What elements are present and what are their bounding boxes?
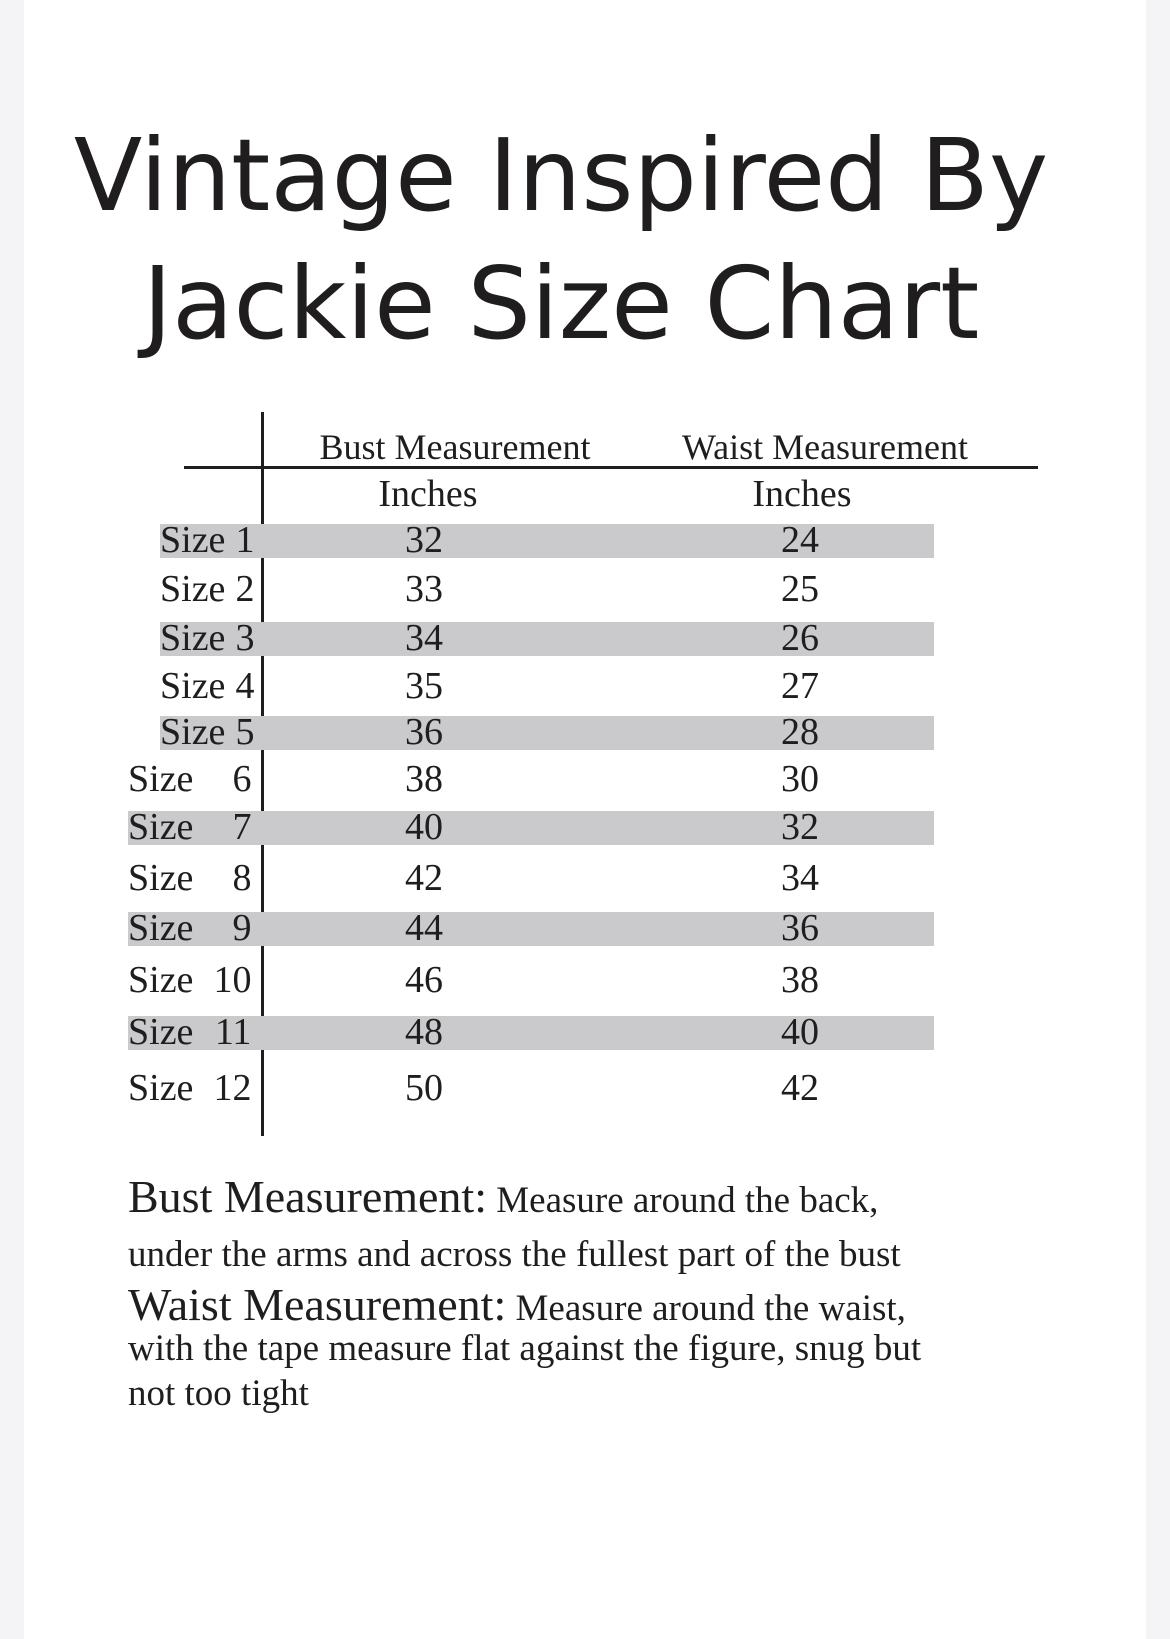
size-label-word: Size	[160, 617, 226, 659]
size-label-number: 2	[235, 568, 255, 610]
size-label-number: 11	[214, 1011, 252, 1053]
measurement-notes	[128, 1170, 1028, 1415]
waist-column-header: Waist Measurement	[681, 427, 969, 467]
size-label	[128, 759, 251, 799]
size-label-word: Size	[128, 907, 194, 949]
bust-value: 33	[405, 568, 443, 610]
waist-value: 42	[781, 1067, 819, 1109]
waist-value: 25	[781, 568, 819, 610]
waist-value: 24	[781, 519, 819, 561]
size-label	[160, 520, 254, 560]
waist-value: 38	[781, 959, 819, 1001]
bust-note-term: Bust Measurement:	[128, 1171, 487, 1222]
waist-note-line-2: with the tape measure flat against the figure, snug but	[128, 1328, 922, 1369]
bust-value: 32	[405, 519, 443, 561]
waist-value: 28	[781, 711, 819, 753]
waist-unit-label: Inches	[752, 473, 852, 515]
size-label-number: 6	[232, 758, 252, 800]
bust-column-header: Bust Measurement	[319, 427, 591, 467]
size-label-number: 1	[235, 519, 255, 561]
waist-value: 40	[781, 1011, 819, 1053]
bust-value: 35	[405, 665, 443, 707]
size-label-number: 8	[232, 857, 252, 899]
waist-value: 32	[781, 806, 819, 848]
size-label	[128, 858, 251, 898]
size-label-word: Size	[128, 1011, 194, 1053]
waist-note-term: Waist Measurement:	[128, 1279, 507, 1330]
page-title	[0, 112, 1146, 368]
waist-note-text-1: Measure around the waist,	[515, 1288, 906, 1329]
bust-value: 46	[405, 959, 443, 1001]
title-line-1: Vintage Inspired By	[73, 117, 1049, 234]
size-label	[128, 1068, 251, 1108]
size-label	[160, 618, 254, 658]
bust-value: 48	[405, 1011, 443, 1053]
bust-note-text-1: Measure around the back,	[496, 1180, 879, 1221]
bust-note-line-1	[128, 1170, 1028, 1223]
size-label-number: 5	[235, 711, 255, 753]
size-label	[160, 666, 254, 706]
title-line-2: Jackie Size Chart	[142, 245, 980, 362]
waist-value: 34	[781, 857, 819, 899]
bust-unit-label: Inches	[378, 473, 478, 515]
waist-value: 26	[781, 617, 819, 659]
size-label	[128, 908, 251, 948]
size-label-word: Size	[128, 1067, 194, 1109]
bust-value: 36	[405, 711, 443, 753]
size-label-number: 4	[235, 665, 255, 707]
size-label-number: 7	[232, 806, 252, 848]
size-label-number: 10	[213, 959, 252, 1001]
size-label	[128, 1012, 251, 1052]
bust-value: 40	[405, 806, 443, 848]
waist-value: 27	[781, 665, 819, 707]
bust-value: 42	[405, 857, 443, 899]
size-label-number: 12	[213, 1067, 252, 1109]
size-label	[160, 569, 254, 609]
size-label-word: Size	[160, 665, 226, 707]
bust-value: 50	[405, 1067, 443, 1109]
size-label	[128, 960, 251, 1000]
size-label-word: Size	[160, 568, 226, 610]
size-label-number: 9	[232, 907, 252, 949]
waist-value: 30	[781, 758, 819, 800]
bust-value: 44	[405, 907, 443, 949]
waist-note-line-3: not too tight	[128, 1373, 309, 1414]
size-label-word: Size	[128, 806, 194, 848]
size-label-word: Size	[160, 711, 226, 753]
size-label-word: Size	[128, 959, 194, 1001]
size-label	[160, 712, 254, 752]
size-label	[128, 807, 251, 847]
bust-value: 34	[405, 617, 443, 659]
waist-value: 36	[781, 907, 819, 949]
bust-note-line-2: under the arms and across the fullest part of the bust	[128, 1234, 901, 1275]
waist-note-line-1	[128, 1278, 1028, 1331]
size-label-number: 3	[235, 617, 255, 659]
size-label-word: Size	[128, 857, 194, 899]
bust-value: 38	[405, 758, 443, 800]
size-label-word: Size	[160, 519, 226, 561]
size-label-word: Size	[128, 758, 194, 800]
